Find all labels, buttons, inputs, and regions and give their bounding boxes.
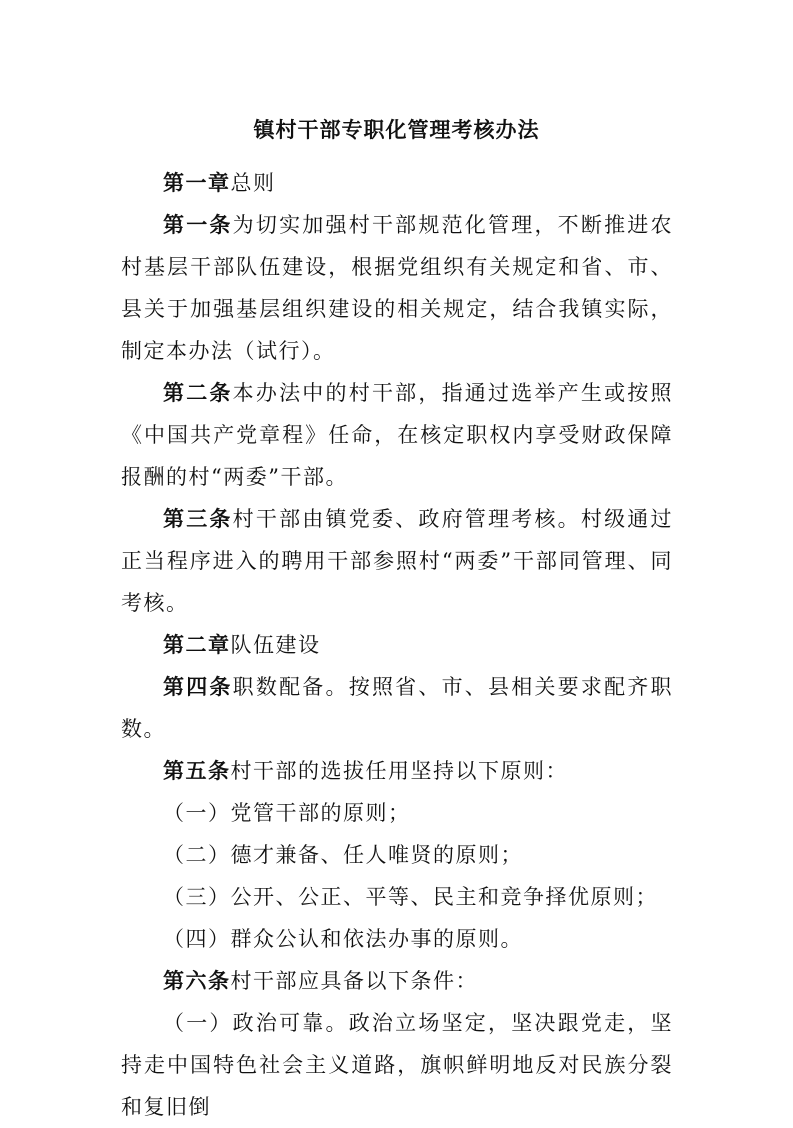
list-item: （一）党管干部的原则； — [163, 801, 411, 825]
list-item: （三）公开、公正、平等、民主和竞争择优原则； — [163, 885, 658, 909]
list-item: （二）德才兼备、任人唯贤的原则； — [163, 843, 523, 867]
article-paragraph — [121, 750, 673, 792]
article-paragraph — [121, 204, 673, 372]
article-text: 为切实加强村干部规范化管理，不断推进农村基层干部队伍建设，根据党组织有关规定和省、市、县关于加强基层组织建设的相关规定，结合我镇实际，制定本办法（试行）。 — [121, 213, 674, 363]
article-label: 第六条 — [163, 968, 231, 993]
article-paragraph — [121, 666, 673, 750]
article-label: 第一条 — [163, 212, 233, 237]
article-text: 村干部由镇党委、政府管理考核。村级通过正当程序进入的聘用干部参照村“两委”干部同管理、同考核。 — [121, 507, 674, 615]
list-item: （四）群众公认和依法办事的原则。 — [163, 927, 523, 951]
document-title: 镇村干部专职化管理考核办法 — [253, 117, 540, 142]
article-label: 第三条 — [163, 506, 233, 531]
document-body — [121, 162, 673, 1128]
chapter-label: 第一章 — [163, 170, 231, 195]
article-paragraph — [121, 498, 673, 624]
article-text: 本办法中的村干部，指通过选举产生或按照《中国共产党章程》任命，在核定职权内享受财政保障报酬的村“两委”干部。 — [121, 381, 674, 489]
chapter-heading — [121, 162, 673, 204]
article-label: 第五条 — [163, 758, 231, 783]
article-label: 第四条 — [163, 674, 233, 699]
article-label: 第二条 — [163, 380, 233, 405]
chapter-title: 总则 — [230, 171, 276, 195]
chapter-label: 第二章 — [163, 632, 231, 657]
article-text: 村干部的选拔任用坚持以下原则： — [230, 759, 568, 783]
chapter-heading — [121, 624, 673, 666]
article-paragraph — [121, 960, 673, 1002]
article-paragraph — [121, 372, 673, 498]
article-text: 村干部应具备以下条件： — [230, 969, 478, 993]
chapter-title: 队伍建设 — [230, 633, 321, 657]
list-item: （一）政治可靠。政治立场坚定，坚决跟党走，坚持走中国特色社会主义道路，旗帜鲜明地反对民族分裂和复旧倒 — [121, 1011, 673, 1119]
article-text: 职数配备。按照省、市、县相关要求配齐职数。 — [121, 675, 674, 741]
